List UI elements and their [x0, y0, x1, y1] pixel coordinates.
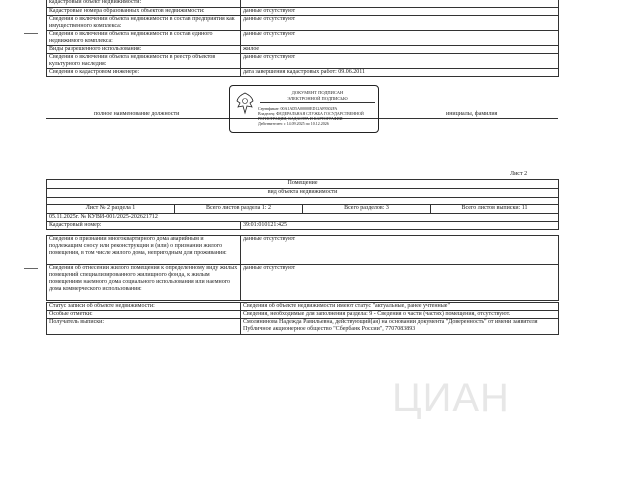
- value-cell: данные отсутствуют: [241, 236, 559, 265]
- sheet-label: Лист 2: [510, 171, 528, 177]
- value-cell: данные отсутствуют: [241, 265, 559, 301]
- label-cell: Статус записи об объекте недвижимости:: [47, 303, 241, 311]
- stamp-line2: ЭЛЕКТРОННОЙ ПОДПИСЬЮ: [260, 96, 375, 103]
- spacer-row: [47, 198, 559, 205]
- stamp-line1: ДОКУМЕНТ ПОДПИСАН: [291, 90, 344, 95]
- label-cell: Сведения о включении объекта недвижимости в реестр объектов культурного наследия:: [47, 54, 241, 69]
- stamp-owner2: РЕГИСТРАЦИИ, КАДАСТРА И КАРТОГРАФИИ: [258, 116, 343, 121]
- value-cell: дата завершения кадастровых работ: 09.06.2011: [241, 69, 559, 77]
- value-cell: Сведения, необходимые для заполнения раздела: 9 - Сведения о части (частях) помещения, отсутствуют.: [241, 311, 559, 319]
- label-cell: Сведения о включении объекта недвижимости в состав предприятия как имущественного комплекса:: [47, 16, 241, 31]
- position-caption: полное наименование должности: [94, 111, 180, 117]
- cadastral-label: Кадастровый номер:: [47, 222, 241, 230]
- page2-header-table: [46, 179, 559, 214]
- cadastral-value: 39:01:010121:425: [241, 222, 559, 230]
- header-cell: Всего листов выписки: 11: [431, 205, 559, 214]
- label-cell: Получатель выписки:: [47, 319, 241, 335]
- e-signature-stamp: [229, 85, 379, 133]
- value-cell: Смолянинова Надежда Равильевна, действующий(ая) на основании документа "Доверенность" от имени заявителя Публичное акционерное общество "Сбербанк России", 7707083893: [241, 319, 559, 335]
- page2-status-table: [46, 302, 559, 335]
- label-cell: Кадастровые номера образованных объектов недвижимости:: [47, 8, 241, 16]
- header-cell: Всего разделов: 3: [303, 205, 431, 214]
- coat-of-arms-icon: [235, 91, 255, 115]
- stamp-valid: Действителен: с 14.09.2025 по 10.12.2026: [258, 121, 329, 126]
- page2-detail-table: [46, 235, 559, 301]
- value-cell: [241, 0, 559, 8]
- label-cell: Сведения об отнесении жилого помещения к определенному виду жилых помещений специализированного жилищного фонда, к жилым помещениям наемного дома социального использования или наемного дома коммерческого использования:: [47, 265, 241, 301]
- top-table: [46, 0, 559, 77]
- label-cell: Особые отметки:: [47, 311, 241, 319]
- object-subtitle: вид объекта недвижимости: [47, 189, 559, 198]
- value-cell: жилое: [241, 46, 559, 54]
- stamp-owner: Владелец: ФЕДЕРАЛЬНАЯ СЛУЖБА ГОСУДАРСТВЕННОЙ: [258, 111, 364, 116]
- margin-mark: [24, 268, 38, 269]
- value-cell: Сведения об объекте недвижимости имеют статус "актуальные, ранее учтенные": [241, 303, 559, 311]
- margin-mark: [24, 33, 38, 34]
- label-cell: Сведения о кадастровом инженере:: [47, 69, 241, 77]
- value-cell: данные отсутствуют: [241, 16, 559, 31]
- initials-caption: инициалы, фамилия: [446, 111, 498, 117]
- stamp-cert: Сертификат: 00A1AD5A00000ED12AF8302FA: [258, 106, 338, 111]
- object-title: Помещение: [47, 180, 559, 189]
- label-cell: Сведения о признании многоквартирного дома аварийным и подлежащим сносу или реконструкции и (или) о признании жилого помещения, в том числе жилого дома, непригодным для проживания:: [47, 236, 241, 265]
- doc-reference: 05.11.2025г. № КУВИ-001/2025-202621712: [47, 214, 559, 222]
- value-cell: данные отсутствуют: [241, 31, 559, 46]
- cian-watermark: ЦИАН: [392, 376, 510, 420]
- label-cell: Виды разрешенного использования:: [47, 46, 241, 54]
- page2-ref-table: [46, 213, 559, 230]
- header-cell: Всего листов раздела 1: 2: [175, 205, 303, 214]
- value-cell: данные отсутствуют: [241, 8, 559, 16]
- label-cell: Сведения о включении объекта недвижимости в состав единого недвижимого комплекса:: [47, 31, 241, 46]
- value-cell: данные отсутствуют: [241, 54, 559, 69]
- label-cell: кадастровый объект недвижимости:: [47, 0, 241, 8]
- header-cell: Лист № 2 раздела 1: [47, 205, 175, 214]
